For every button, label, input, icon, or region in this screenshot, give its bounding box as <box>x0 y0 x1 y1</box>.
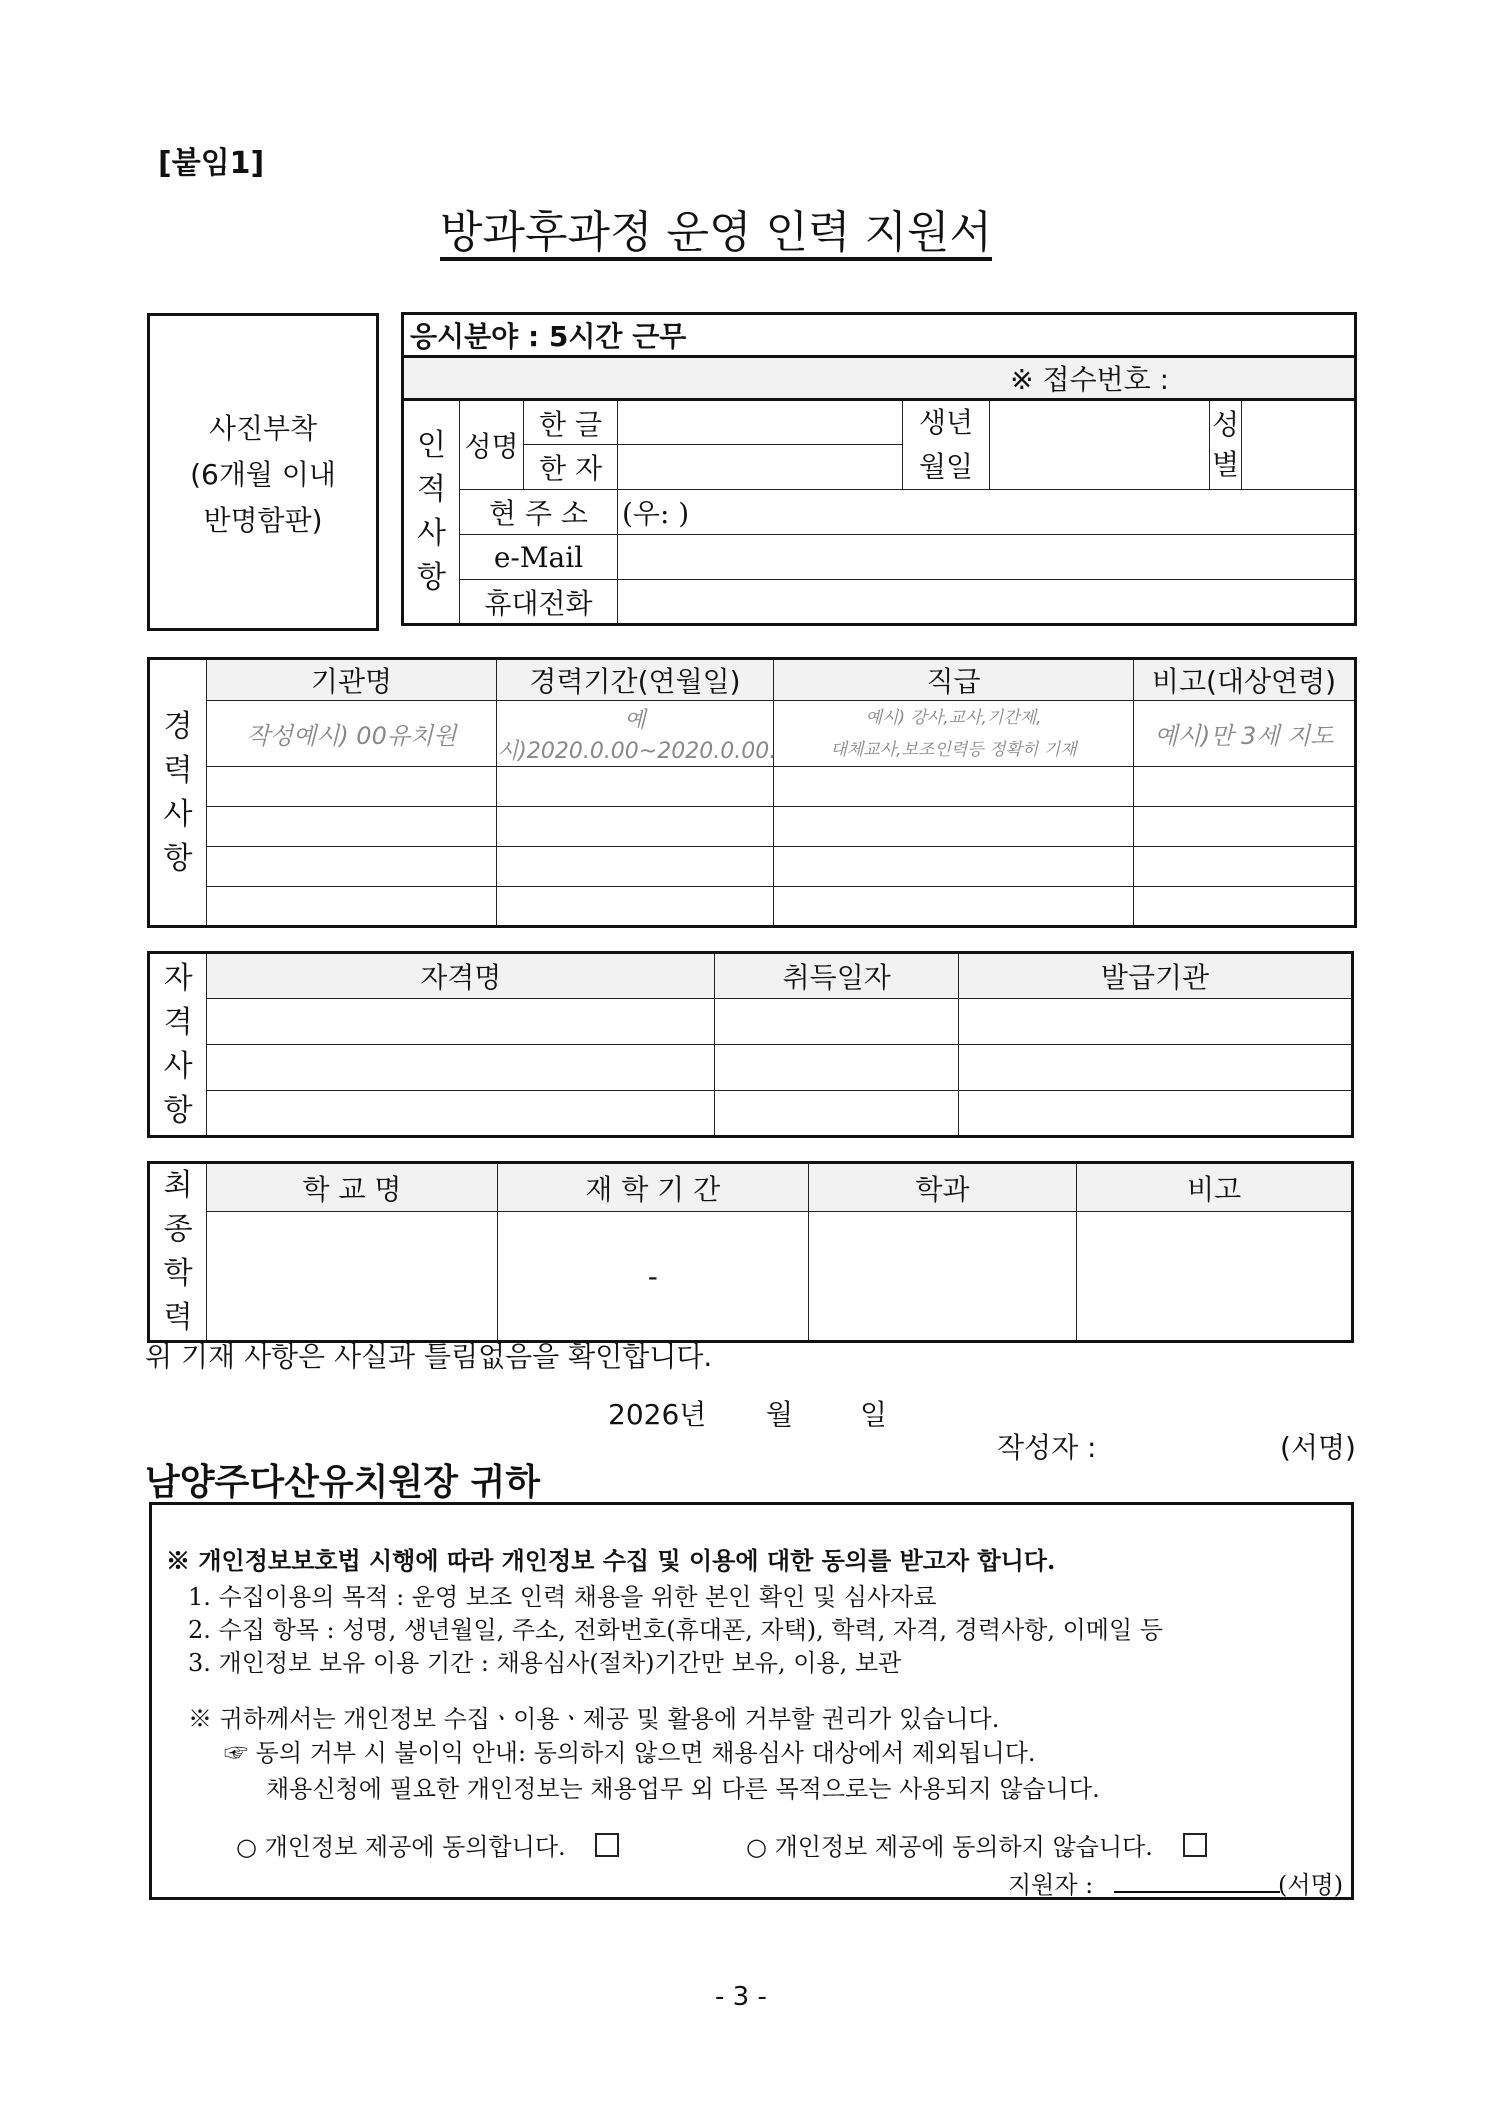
agree-checkbox[interactable] <box>595 1833 619 1857</box>
page-title: 방과후과정 운영 인력 지원서 <box>440 207 993 258</box>
education-major-field[interactable] <box>808 1212 1077 1342</box>
career-row[interactable] <box>149 887 1356 927</box>
privacy-consent-box <box>149 1502 1354 1900</box>
page-number: - 3 - <box>715 1982 767 2012</box>
career-section-label: 경 력 사 항 <box>149 659 207 927</box>
qualification-row[interactable] <box>149 1091 1353 1137</box>
writer-label: 작성자 : <box>997 1431 1097 1464</box>
photo-instruction-2: (6개월 이내 <box>190 458 336 491</box>
privacy-item-3: 3. 개인정보 보유 이용 기간 : 채용심사(절차)기간만 보유, 이용, 보관 <box>188 1649 902 1677</box>
privacy-heading: ※ 개인정보보호법 시행에 따라 개인정보 수집 및 이용에 대한 동의를 받고자 합니다. <box>166 1546 1056 1575</box>
name-label: 성명 <box>460 400 524 490</box>
privacy-usage-notice: 채용신청에 필요한 개인정보는 채용업무 외 다른 목적으로는 사용되지 않습니다. <box>266 1775 1100 1803</box>
education-header-note: 비고 <box>1077 1163 1353 1212</box>
address-label: 현 주 소 <box>460 490 618 535</box>
photo-box[interactable] <box>147 313 379 631</box>
education-row[interactable] <box>149 1212 1353 1342</box>
gender-label: 성 별 <box>1210 400 1242 490</box>
phone-label: 휴대전화 <box>460 580 618 625</box>
hangul-label: 한 글 <box>524 400 618 445</box>
photo-instruction-1: 사진부착 <box>208 412 318 445</box>
career-example-institution: 작성예시) 00유치원 <box>207 701 497 767</box>
qualification-table <box>147 951 1354 1138</box>
date-day: 일 <box>860 1398 888 1431</box>
career-header-period: 경력기간(연월일) <box>497 659 774 701</box>
agree-option[interactable] <box>236 1827 619 1862</box>
education-section-label: 최 종 학 력 <box>149 1163 207 1342</box>
addressee: 남양주다산유치원장 귀하 <box>145 1462 541 1503</box>
privacy-refusal-notice: ☞ 동의 거부 시 불이익 안내: 동의하지 않으면 채용심사 대상에서 제외됩니다. <box>224 1739 1036 1767</box>
hanja-name-field[interactable] <box>618 445 903 490</box>
career-row[interactable] <box>149 847 1356 887</box>
qualification-section-label: 자 격 사 항 <box>149 953 207 1137</box>
privacy-right-notice: ※ 귀하께서는 개인정보 수집ㆍ이용ㆍ제공 및 활용에 거부할 권리가 있습니다. <box>188 1705 1000 1733</box>
applicant-sign: (서명) <box>1278 1871 1344 1899</box>
education-school-field[interactable] <box>207 1212 498 1342</box>
education-table <box>147 1161 1354 1343</box>
privacy-item-2: 2. 수집 항목 : 성명, 생년월일, 주소, 전화번호(휴대폰, 자택), 학력, 자격, 경력사항, 이메일 등 <box>188 1616 1163 1644</box>
education-header-major: 학과 <box>808 1163 1077 1212</box>
disagree-checkbox[interactable] <box>1183 1833 1207 1857</box>
education-header-school: 학 교 명 <box>207 1163 498 1212</box>
qualification-header-issuer: 발급기관 <box>959 953 1353 999</box>
career-example-position: 예시) 강사,교사,기간제, 대체교사,보조인력등 정확히 기재 <box>774 701 1134 767</box>
career-example-period: 예시)2020.0.00~2020.0.00. <box>497 701 774 767</box>
qualification-header-name: 자격명 <box>207 953 715 999</box>
career-header-institution: 기관명 <box>207 659 497 701</box>
personal-section-label: 인 적 사 항 <box>403 400 460 625</box>
photo-instruction-3: 반명함판) <box>203 504 323 537</box>
receipt-number: ※ 접수번호 : <box>403 357 1356 400</box>
email-label: e-Mail <box>460 535 618 580</box>
gender-field[interactable] <box>1242 400 1356 490</box>
application-field: 응시분야 : 5시간 근무 <box>403 314 1356 357</box>
phone-field[interactable] <box>618 580 1356 625</box>
writer-sign: (서명) <box>1280 1431 1356 1464</box>
privacy-item-1: 1. 수집이용의 목적 : 운영 보조 인력 채용을 위한 본인 확인 및 심사자료 <box>188 1583 937 1611</box>
career-row[interactable] <box>149 767 1356 807</box>
qualification-row[interactable] <box>149 1045 1353 1091</box>
personal-info-table <box>401 312 1357 626</box>
address-field[interactable]: (우: ) <box>618 490 1356 535</box>
hangul-name-field[interactable] <box>618 400 903 445</box>
applicant-signature-line[interactable] <box>1114 1891 1280 1893</box>
career-header-position: 직급 <box>774 659 1134 701</box>
education-note-field[interactable] <box>1077 1212 1353 1342</box>
career-table <box>147 657 1357 928</box>
attachment-label: [붙임1] <box>158 146 265 181</box>
qualification-header-date: 취득일자 <box>715 953 959 999</box>
career-header-note: 비고(대상연령) <box>1134 659 1356 701</box>
education-header-period: 재 학 기 간 <box>497 1163 808 1212</box>
date-year: 2026년 <box>608 1398 707 1431</box>
date-month: 월 <box>766 1398 794 1431</box>
applicant-label: 지원자 : <box>1008 1871 1094 1899</box>
career-example-note: 예시)만 3세 지도 <box>1134 701 1356 767</box>
birth-field[interactable] <box>990 400 1210 490</box>
hanja-label: 한 자 <box>524 445 618 490</box>
email-field[interactable] <box>618 535 1356 580</box>
birth-label: 생년 월일 <box>903 400 990 490</box>
disagree-option[interactable] <box>746 1827 1207 1862</box>
qualification-row[interactable] <box>149 999 1353 1045</box>
education-period-field[interactable]: - <box>497 1212 808 1342</box>
disagree-label: ○ 개인정보 제공에 동의하지 않습니다. <box>746 1833 1153 1861</box>
career-row[interactable] <box>149 807 1356 847</box>
confirm-text: 위 기재 사항은 사실과 틀림없음을 확인합니다. <box>145 1340 713 1373</box>
agree-label: ○ 개인정보 제공에 동의합니다. <box>236 1833 566 1861</box>
